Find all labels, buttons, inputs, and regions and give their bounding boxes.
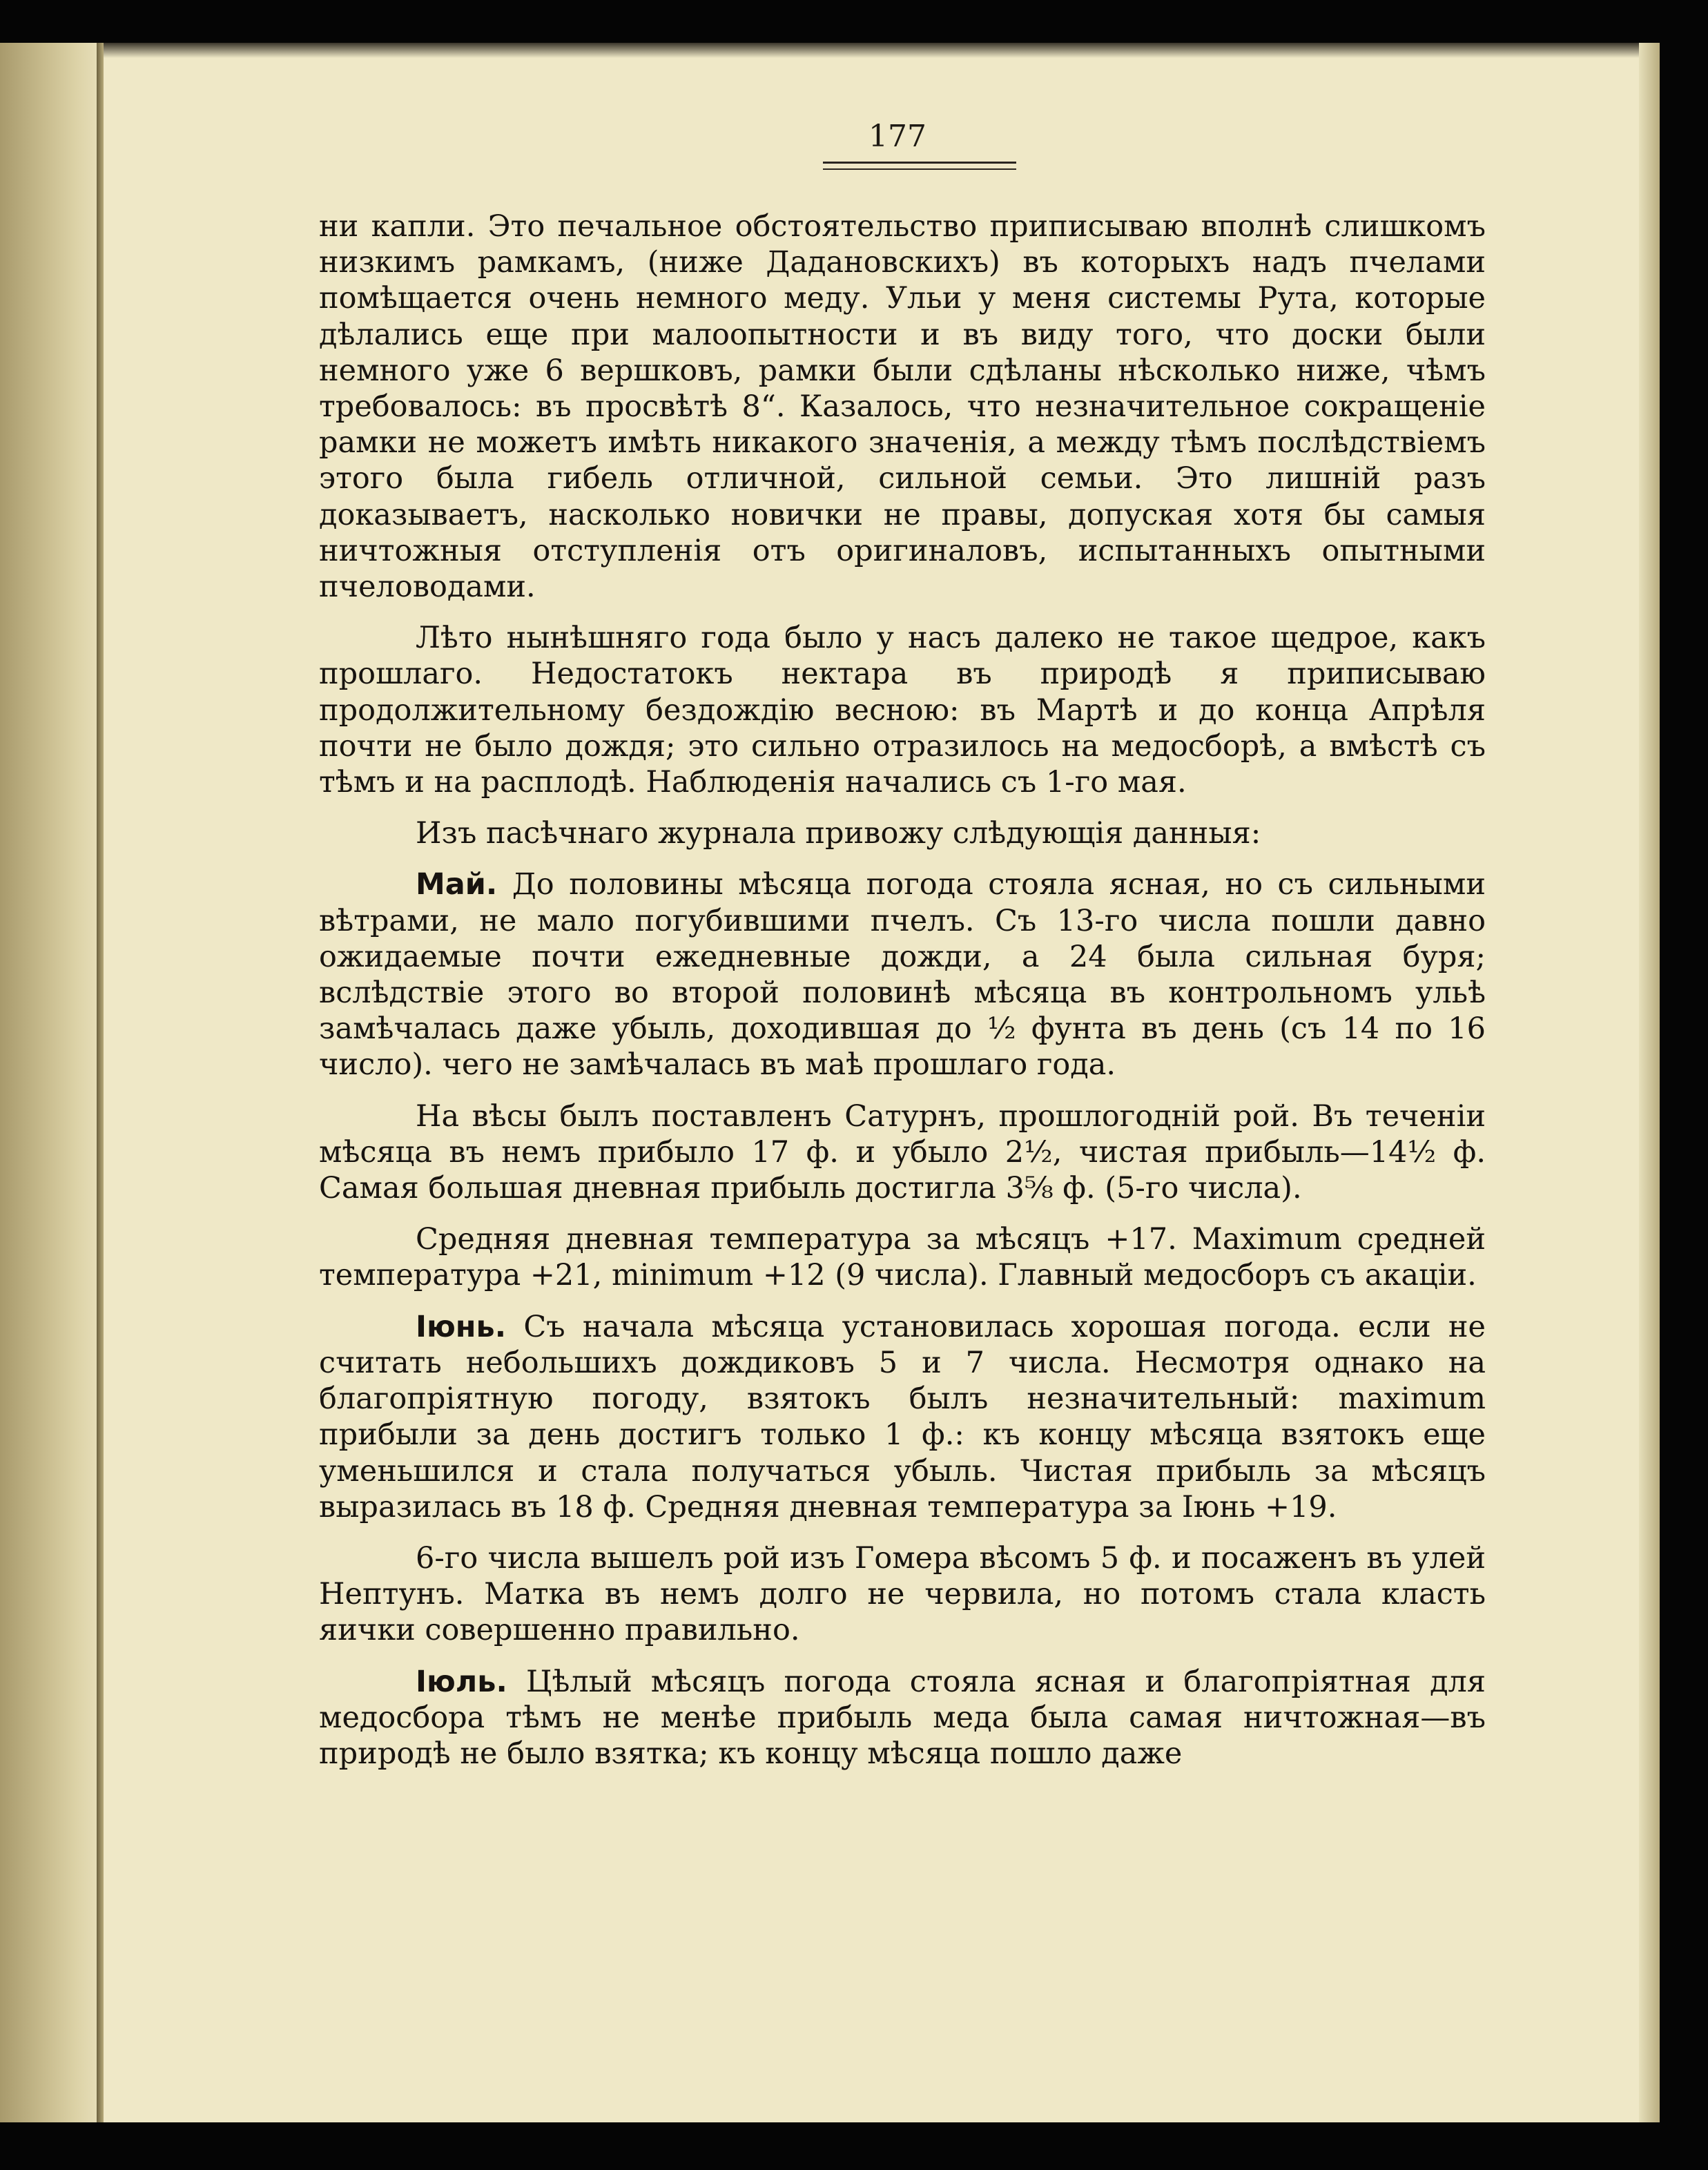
month-heading: Іюнь. (416, 1309, 507, 1344)
paragraph (319, 815, 1486, 851)
paragraph (319, 1221, 1486, 1293)
month-heading: Іюль. (416, 1664, 507, 1699)
paragraph-july (319, 1664, 1486, 1772)
paragraph-text: Съ начала мѣсяца установилась хорошая погода. если не считать небольшихъ дождиковъ 5 и 7 числа. Несмотря однако на благопріятную погоду, взятокъ былъ незначительный: maximum прибыли за день достигъ только 1 ф.: къ концу мѣсяца взятокъ еще уменьшился и стала получаться убыль. Чистая прибыль за мѣсяцъ выразилась въ 18 ф. Средняя дневная температура за Іюнь +19. (319, 1309, 1486, 1524)
paragraph-text: Лѣто нынѣшняго года было у насъ далеко не такое щедрое, какъ прошлаго. Недостатокъ нектара въ природѣ я приписываю продолжительному бездождію весною: въ Мартѣ и до конца Апрѣля почти не было дождя; это сильно отразилось на медосборѣ, а вмѣстѣ съ тѣмъ и на расплодѣ. Наблюденія начались съ 1-го мая. (319, 621, 1486, 800)
paragraph-text: 6-го числа вышелъ рой изъ Гомера вѣсомъ 5 ф. и посаженъ въ улей Нептунъ. Матка въ немъ долго не червила, но потомъ стала класть яички совершенно правильно. (319, 1540, 1486, 1648)
paragraph-text: Средняя дневная температура за мѣсяцъ +17. Maximum средней температура +21, minimum +12 (9 числа). Главный медосборъ съ акаціи. (319, 1222, 1486, 1293)
scanned-page (0, 43, 1660, 2122)
paragraph-text: Изъ пасѣчнаго журнала привожу слѣдующія данныя: (416, 816, 1261, 851)
right-edge (1639, 43, 1660, 2122)
paragraph-text: На вѣсы былъ поставленъ Сатурнъ, прошлогодній рой. Въ теченіи мѣсяца въ немъ прибыло 17 ф. и убыло 2½, чистая прибыль—14½ ф. Самая большая дневная прибыль достигла 3⅝ ф. (5-го числа). (319, 1098, 1486, 1206)
gutter (97, 43, 104, 2122)
paragraph (319, 620, 1486, 800)
paragraph (319, 1540, 1486, 1649)
top-shadow (0, 43, 1660, 58)
body-text (319, 209, 1486, 1787)
month-heading: Май. (416, 867, 498, 902)
paragraph-text: ни капли. Это печальное обстоятельство приписываю вполнѣ слишкомъ низкимъ рамкамъ, (ниже Дадановскихъ) въ которыхъ надъ пчелами помѣщается очень немного меду. Ульи у меня системы Рута, которые дѣлались еще при малоопытности и въ виду того, что доски были немного уже 6 вершковъ, рамки были сдѣланы нѣсколько ниже, чѣмъ требовалось: въ просвѣтѣ 8“. Казалось, что незначительное сокращеніе рамки не можетъ имѣть никакого значенія, а между тѣмъ послѣдствіемъ этого была гибель отличной, сильной семьи. Это лишній разъ доказываетъ, насколько новички не правы, допуская хотя бы самыя ничтожныя отступленія отъ оригиналовъ, испытанныхъ опытными пчеловодами. (319, 209, 1486, 605)
page-number: 177 (868, 119, 926, 154)
header-rule (823, 162, 1016, 164)
header-rule-thin (823, 168, 1016, 170)
paragraph-text: Цѣлый мѣсяцъ погода стояла ясная и благопріятная для медосбора тѣмъ не менѣе прибыль меда была самая ничтожная—въ природѣ не было взятка; къ концу мѣсяца пошло даже (319, 1664, 1486, 1771)
left-page-edge (0, 43, 104, 2122)
paragraph (319, 1098, 1486, 1207)
paragraph-may (319, 866, 1486, 1083)
paragraph-text: До половины мѣсяца погода стояла ясная, но съ сильными вѣтрами, не мало погубившими пчелъ. Съ 13-го числа пошли давно ожидаемые почти ежедневные дожди, а 24 была сильная буря; вслѣдствіе этого во второй половинѣ мѣсяца въ контрольномъ ульѣ замѣчалась даже убыль, доходившая до ½ фунта въ день (съ 14 по 16 число). чего не замѣчалась въ маѣ прошлаго года. (319, 867, 1486, 1083)
paragraph-june (319, 1309, 1486, 1525)
paragraph (319, 209, 1486, 605)
